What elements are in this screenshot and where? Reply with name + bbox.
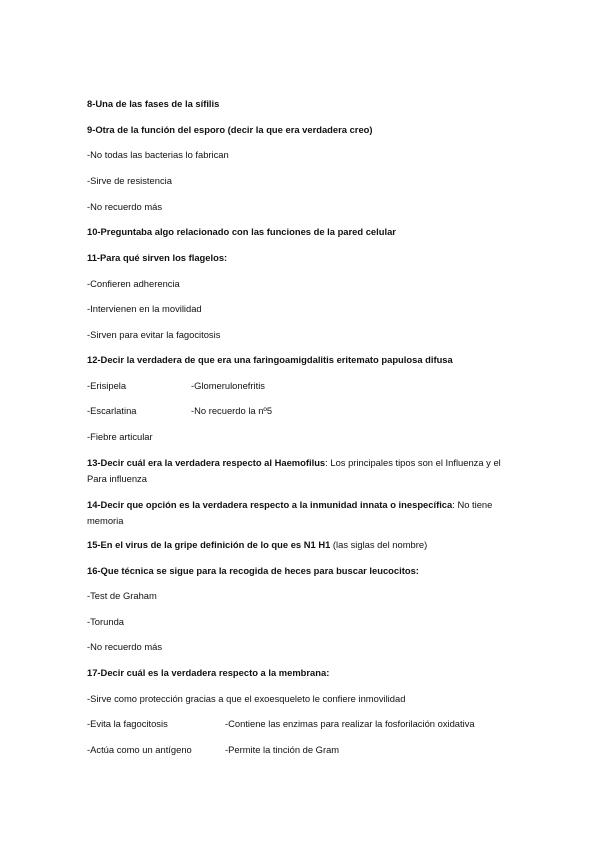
question-14-heading: 14-Decir que opción es la verdadera respecto a la inmunidad innata o inespecífica — [87, 499, 453, 510]
question-9-option-3: -No recuerdo más — [87, 201, 163, 212]
question-11-option-3: -Sirven para evitar la fagocitosis — [87, 329, 221, 340]
question-17-option-3: -Contiene las enzimas para realizar la fosforilación oxidativa — [225, 718, 475, 729]
question-11-heading: 11-Para qué sirven los flagelos: — [87, 252, 228, 263]
question-17-option-2: -Evita la fagocitosis — [87, 718, 168, 729]
question-12-option-5: -Fiebre articular — [87, 431, 153, 442]
question-15-answer: (las siglas del nombre) — [330, 539, 428, 550]
question-17-option-1: -Sirve como protección gracias a que el exoesqueleto le confiere inmovilidad — [87, 693, 406, 704]
question-14 — [87, 497, 515, 529]
question-15 — [87, 539, 427, 551]
question-12-option-4: -No recuerdo la nº5 — [191, 405, 273, 416]
question-17-option-4: -Actúa como un antígeno — [87, 744, 192, 755]
question-16-option-2: -Torunda — [87, 616, 124, 627]
question-12-option-3: -Escarlatina — [87, 405, 137, 416]
question-9-heading: 9-Otra de la función del esporo (decir la que era verdadera creo) — [87, 124, 373, 135]
question-14-answer: : No tiene memoria — [87, 499, 493, 526]
question-13-answer: : Los principales tipos son el Influenza y el Para influenza — [87, 457, 501, 484]
question-8-heading: 8-Una de las fases de la sífilis — [87, 98, 220, 109]
question-16-option-1: -Test de Graham — [87, 590, 157, 601]
question-13-heading: 13-Decir cuál era la verdadera respecto al Haemofilus — [87, 457, 326, 468]
question-11-option-1: -Confieren adherencia — [87, 278, 180, 289]
question-11-option-2: -Intervienen en la movilidad — [87, 303, 202, 314]
question-9-option-2: -Sirve de resistencia — [87, 175, 172, 186]
question-16-option-3: -No recuerdo más — [87, 641, 163, 652]
question-13 — [87, 455, 515, 487]
question-15-heading: 15-En el virus de la gripe definición de lo que es N1 H1 — [87, 539, 331, 550]
question-17-heading: 17-Decir cuál es la verdadera respecto a la membrana: — [87, 667, 330, 678]
question-12-option-2: -Glomerulonefritis — [191, 380, 265, 391]
question-9-option-1: -No todas las bacterias lo fabrican — [87, 149, 229, 160]
question-16-heading: 16-Que técnica se sigue para la recogida de heces para buscar leucocitos: — [87, 565, 419, 576]
question-12-heading: 12-Decir la verdadera de que era una faringoamigdalitis eritemato papulosa difusa — [87, 354, 453, 365]
question-12-option-1: -Erisipela — [87, 380, 127, 391]
question-10-heading: 10-Preguntaba algo relacionado con las funciones de la pared celular — [87, 226, 396, 237]
question-17-option-5: -Permite la tinción de Gram — [225, 744, 340, 755]
